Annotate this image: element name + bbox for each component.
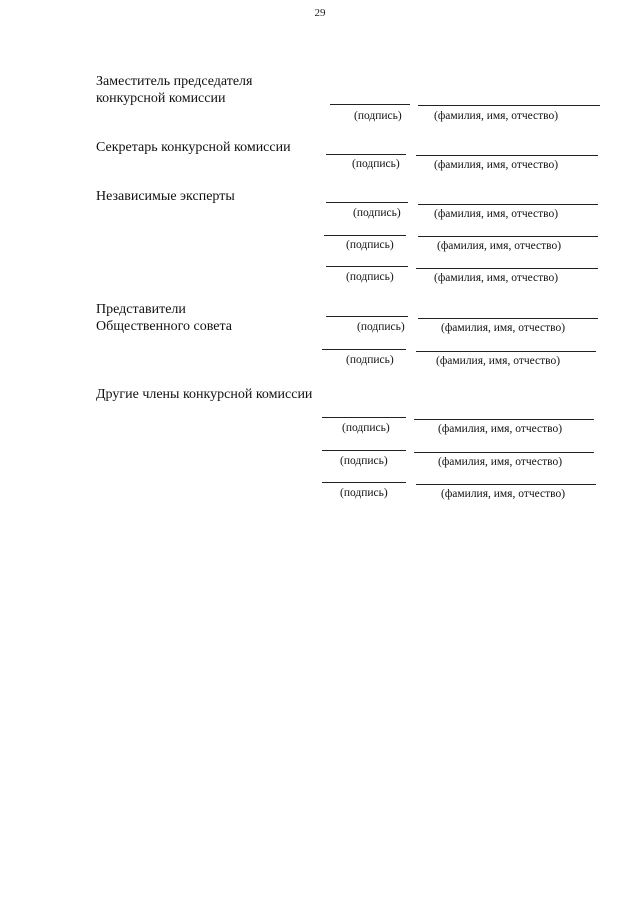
section-label-secretary: Секретарь конкурсной комиссии: [96, 140, 291, 155]
full-name-caption: (фамилия, имя, отчество): [438, 456, 563, 468]
full-name-line: [418, 318, 598, 319]
full-name-line: [416, 484, 596, 485]
section-label-deputy-chair-line-1: Заместитель председателя: [96, 74, 253, 89]
signature-line: [330, 104, 410, 105]
signature-line: [326, 154, 406, 155]
signature-caption: (подпись): [354, 110, 402, 122]
section-label-deputy-chair-line-2: конкурсной комиссии: [96, 91, 226, 106]
full-name-line: [418, 236, 598, 237]
signature-caption: (подпись): [342, 422, 390, 434]
full-name-caption: (фамилия, имя, отчество): [441, 488, 566, 500]
full-name-caption: (фамилия, имя, отчество): [441, 322, 566, 334]
signature-line: [326, 202, 408, 203]
section-label-public-council-line-1: Представители: [96, 302, 186, 317]
full-name-line: [418, 204, 598, 205]
full-name-line: [414, 452, 594, 453]
signature-line: [322, 450, 406, 451]
full-name-caption: (фамилия, имя, отчество): [437, 240, 562, 252]
signature-line: [326, 316, 408, 317]
signature-line: [326, 266, 408, 267]
full-name-caption: (фамилия, имя, отчество): [434, 272, 559, 284]
signature-line: [324, 235, 406, 236]
full-name-line: [418, 105, 600, 106]
signature-caption: (подпись): [340, 455, 388, 467]
section-label-public-council-line-2: Общественного совета: [96, 319, 232, 334]
signature-caption: (подпись): [346, 271, 394, 283]
full-name-line: [416, 155, 598, 156]
signature-line: [322, 417, 406, 418]
full-name-caption: (фамилия, имя, отчество): [434, 110, 559, 122]
section-label-independent-experts: Независимые эксперты: [96, 189, 235, 204]
full-name-caption: (фамилия, имя, отчество): [434, 208, 559, 220]
page-number: 29: [314, 7, 326, 19]
full-name-caption: (фамилия, имя, отчество): [434, 159, 559, 171]
signature-caption: (подпись): [357, 321, 405, 333]
full-name-caption: (фамилия, имя, отчество): [438, 423, 563, 435]
signature-caption: (подпись): [353, 207, 401, 219]
full-name-line: [416, 351, 596, 352]
signature-caption: (подпись): [352, 158, 400, 170]
full-name-line: [414, 419, 594, 420]
signature-caption: (подпись): [346, 354, 394, 366]
signature-line: [322, 482, 406, 483]
signature-caption: (подпись): [346, 239, 394, 251]
full-name-line: [416, 268, 598, 269]
signature-caption: (подпись): [340, 487, 388, 499]
full-name-caption: (фамилия, имя, отчество): [436, 355, 561, 367]
signature-line: [322, 349, 406, 350]
section-label-other-members: Другие члены конкурсной комиссии: [96, 387, 313, 402]
